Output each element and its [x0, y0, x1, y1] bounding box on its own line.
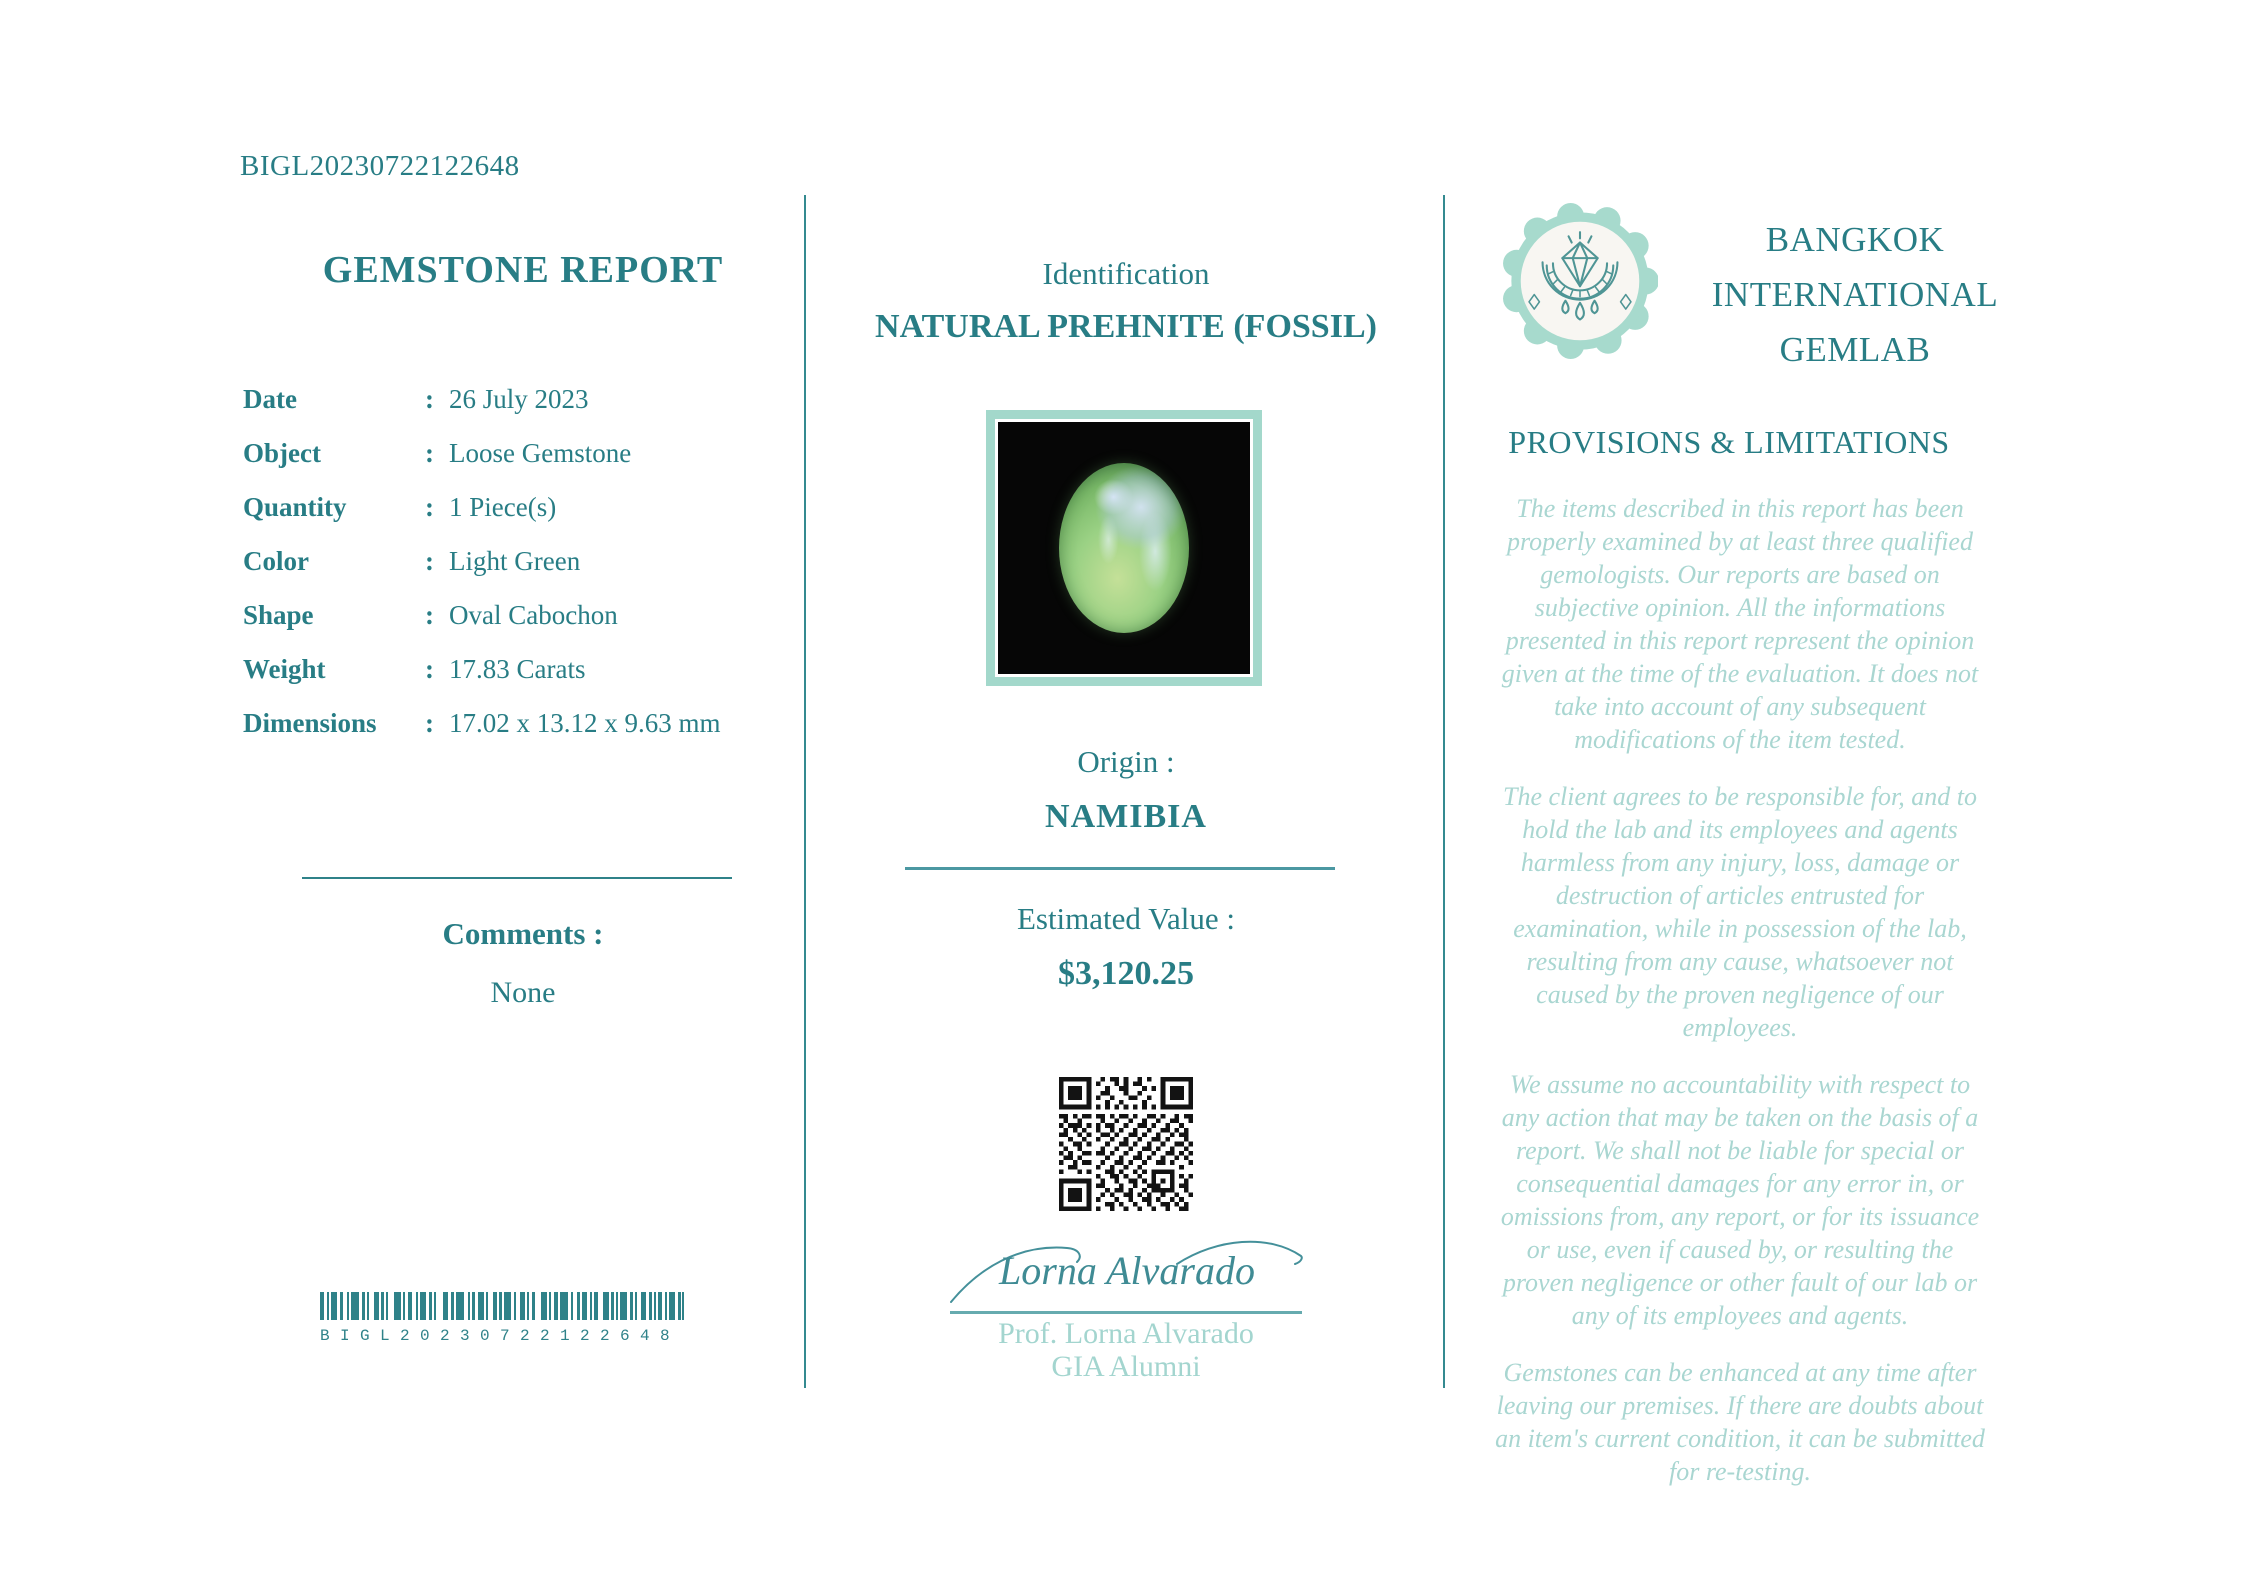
lab-name	[1688, 212, 2022, 377]
comments-value: None	[490, 976, 556, 1009]
detail-value: Light Green	[449, 545, 581, 576]
report-number: BIGL20230722122648	[240, 150, 520, 182]
provision-paragraph: We assume no accountability with respect to any action that may be taken on the basis of a report. We shall not be liable for special or consequential damages for any error in, or omissions from, any report, or for its issuance or use, even if caused by, or resulting the proven negligence or other fault of our lab or any of its employees and agents.	[1500, 1070, 1980, 1330]
detail-label: Quantity	[243, 491, 347, 522]
lab-name-line: INTERNATIONAL	[1711, 275, 1999, 314]
detail-label: Date	[243, 383, 297, 414]
lab-name-line: BANGKOK	[1765, 220, 1945, 259]
origin-label: Origin :	[1077, 744, 1175, 779]
lab-logo-icon	[1502, 203, 1658, 359]
column-divider-left	[804, 195, 806, 1388]
detail-colon: :	[425, 599, 434, 630]
signatory-name: Prof. Lorna Alvarado	[998, 1317, 1254, 1350]
table-row	[243, 480, 803, 534]
detail-colon: :	[425, 545, 434, 576]
provisions-title: PROVISIONS & LIMITATIONS	[1508, 424, 1950, 460]
table-row	[243, 696, 803, 750]
estimated-value-amount: $3,120.25	[1058, 955, 1194, 992]
comments-label: Comments :	[442, 916, 604, 951]
lab-name-line: GEMLAB	[1779, 330, 1931, 369]
barcode	[320, 1292, 684, 1345]
comments-divider	[302, 877, 732, 879]
detail-value: 1 Piece(s)	[449, 491, 557, 522]
signatory-title: GIA Alumni	[1051, 1350, 1201, 1383]
provision-paragraph: The items described in this report has been properly examined by at least three qualified gemologists. Our reports are based on subjective opinion. All the informations presented in this report represent the opinion given at the time of the evaluation. It does not take into account of any subsequent modifications of the item tested.	[1501, 494, 1979, 754]
value-divider	[905, 867, 1335, 870]
provision-paragraph: The client agrees to be responsible for, and to hold the lab and its employees and agents harmless from any injury, loss, damage or destruction of articles entrusted for examination, while in possession of the lab, resulting from any cause, whatsoever not caused by the proven negligence of our employees.	[1503, 782, 1977, 1042]
column-divider-right	[1443, 195, 1445, 1388]
table-row	[243, 426, 803, 480]
signature-underline	[950, 1311, 1302, 1314]
detail-label: Color	[243, 545, 309, 576]
barcode-icon	[320, 1292, 684, 1320]
gemstone-photo	[986, 410, 1262, 686]
detail-label: Weight	[243, 653, 326, 684]
detail-colon: :	[425, 653, 434, 684]
detail-colon: :	[425, 437, 434, 468]
detail-label: Dimensions	[243, 707, 377, 738]
signature-text: Lorna Alvarado	[999, 1248, 1255, 1293]
gemstone-image	[1059, 463, 1189, 633]
detail-value: Loose Gemstone	[449, 437, 632, 468]
detail-value: 17.02 x 13.12 x 9.63 mm	[449, 707, 721, 738]
detail-label: Object	[243, 437, 321, 468]
detail-value: Oval Cabochon	[449, 599, 618, 630]
table-row	[243, 588, 803, 642]
identification-heading: Identification	[1042, 256, 1210, 291]
table-row	[243, 372, 803, 426]
table-row	[243, 642, 803, 696]
detail-colon: :	[425, 707, 434, 738]
provision-paragraph: Gemstones can be enhanced at any time after leaving our premises. If there are doubts about an item's current condition, it can be submitted for re-testing.	[1495, 1358, 1985, 1486]
table-row	[243, 534, 803, 588]
detail-label: Shape	[243, 599, 314, 630]
detail-colon: :	[425, 383, 434, 414]
detail-value: 17.83 Carats	[449, 653, 586, 684]
origin-value: NAMIBIA	[1045, 798, 1207, 835]
estimated-value-label: Estimated Value :	[1016, 901, 1236, 936]
detail-value: 26 July 2023	[449, 383, 589, 414]
qr-code-icon	[1059, 1077, 1193, 1211]
provisions-text	[1489, 492, 1991, 1512]
gemstone-photo-background	[995, 419, 1253, 677]
identification-result: NATURAL PREHNITE (FOSSIL)	[875, 308, 1377, 345]
barcode-text: BIGL20230722122648	[320, 1327, 681, 1345]
detail-colon: :	[425, 491, 434, 522]
report-title: GEMSTONE REPORT	[322, 249, 724, 291]
signature	[945, 1226, 1309, 1312]
details-table	[243, 372, 803, 750]
